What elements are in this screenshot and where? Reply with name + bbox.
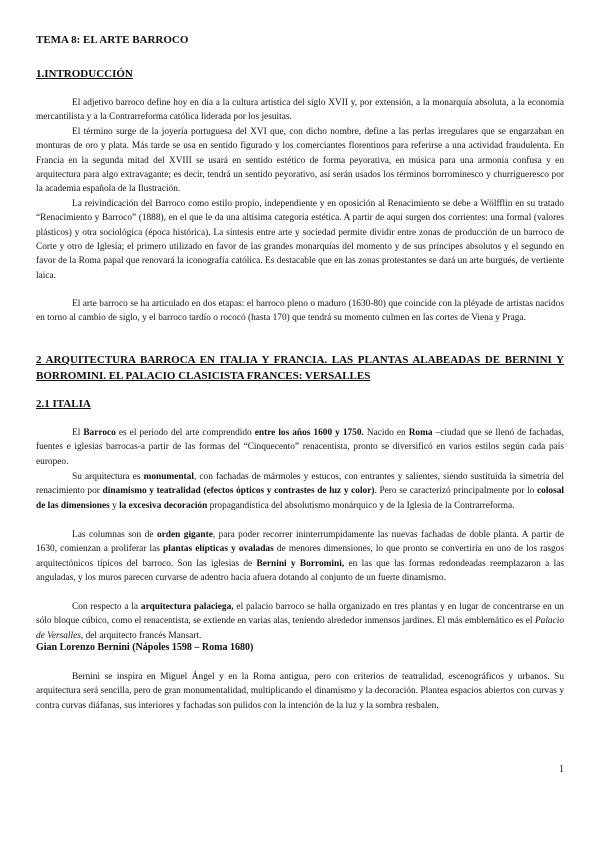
section-heading-arquitectura: 2 ARQUITECTURA BARROCA EN ITALIA Y FRANCIA. LAS PLANTAS ALABEADAS DE BERNINI Y BORROMINI. EL PALACIO CLASICISTA FRANCES: VERSALLES xyxy=(36,354,564,382)
intro-paragraph-2: El término surge de la joyería portuguesa del XVI que, con dicho nombre, define a las perlas irregulares que se engarzaban en monturas de oro y plata. Más tarde se usa en sentido figurado y los comerciantes florentinos para referirse a una actividad fraudulenta. En Francia en la segunda mitad del XVIII se usará en sentido estético de forma peyorativa, en música para una armonía confusa y en arquitectura para algo extravagante; es decir, tendrá un sentido peyorativo, así serán usados los términos borrominesco y churrigueresco por la academia española de la Ilustración. xyxy=(36,127,564,195)
document-title: TEMA 8: EL ARTE BARROCO xyxy=(36,34,189,46)
section-heading-introduccion: 1.INTRODUCCIÓN xyxy=(36,68,133,80)
italia-paragraph-3: Las columnas son de orden gigante, para poder recorrer ininterrumpidamente las nuevas fachadas de doble planta. A partir de 1630, comienzan a proliferar las plantas elípticas y ovaladas de menores dimensiones, lo que pronto se convertiría en uno de los rasgos arquitectónicos típicos del barroco. Son las iglesias de Bernini y Borromini, en las que las formas redondeadas reemplazaron a las anguladas, y los muros parecen curvarse de adentro hacia afuera dotando al conjunto de un fuerte dinamismo. xyxy=(36,530,564,584)
italia-paragraph-4: Con respecto a la arquitectura palaciega, el palacio barroco se halla organizado en tres plantas y en lugar de concentrarse en un sólo bloque cúbico, como el renacentista, se extiende en varias alas, teniendo alrededor inmensos jardines. El más emblemático es el Palacio de Versalles, del arquitecto francés Mansart. xyxy=(36,602,564,641)
page-number: 1 xyxy=(559,764,564,775)
italia-paragraph-2: Su arquitectura es monumental, con fachadas de mármoles y estucos, con entrantes y salientes, siendo sustituida la simetría del renacimiento por dinamismo y teatralidad (efectos ópticos y contrastes de luz y color). Pero se caracterizó principalmente por lo colosal de las dimensiones y la excesiva decoración propagandística del absolutismo monárquico y de la Iglesia de la Contrarreforma. xyxy=(36,472,564,511)
intro-paragraph-3: La reivindicación del Barroco como estilo propio, independiente y en oposición al Renacimiento se debe a Wölfflin en su tratado “Renacimiento y Barroco” (1888), en el que le da una altísima categoría estética. A partir de aquí surgen dos corrientes: una formal (valores plásticos) y otra sociológica (época histórica). La síntesis entre arte y sociedad permite dividir entre zonas de producción de un barroco de Corte y otro de Iglesia; el primero utilizado en favor de las grandes monarquías del momento y de sus príncipes absolutos y el segundo en favor de la Roma papal que renovará la iconografía católica. Es destacable que en las zonas protestantes se dará un arte burgués, de vertiente laica. xyxy=(36,199,564,281)
bernini-paragraph: Bernini se inspira en Miguel Ángel y en la Roma antigua, pero con criterios de teatralidad, escenográficos y urbanos. Su arquitectura será sencilla, pero de gran monumentalidad, multiplicando el dinamismo y la decoración. Plantea espacios abiertos con curvas y contra curvas diáfanas, sus interiores y fachadas son pulidos con la intención de la luz y la sombra resbalen. xyxy=(36,672,564,711)
intro-paragraph-1: El adjetivo barroco define hoy en día a la cultura artística del siglo XVII y, por extensión, a la monarquía absoluta, a la economía mercantilista y a la Contrarreforma católica liderada por los jesuitas. xyxy=(36,98,564,123)
section-heading-italia: 2.1 ITALIA xyxy=(36,398,91,410)
italia-paragraph-1: El Barroco es el período del arte comprendido entre los años 1600 y 1750. Nacido en Roma –ciudad que se llenó de fachadas, fuentes e iglesias barrocas-a partir de las formas del “Cinquecento” renacentista, pronto se diversificó en varios estilos según cada país europeo. xyxy=(36,428,565,467)
intro-paragraph-4: El arte barroco se ha articulado en dos etapas: el barroco pleno o maduro (1630-80) que coincide con la pléyade de artistas nacidos en torno al cambio de siglo, y el barroco tardío o rococó (hasta 170) que tendrá su momento culmen en las cortes de Viena y Praga. xyxy=(36,299,564,324)
bernini-heading: Gian Lorenzo Bernini (Nápoles 1598 – Roma 1680) xyxy=(36,642,254,653)
